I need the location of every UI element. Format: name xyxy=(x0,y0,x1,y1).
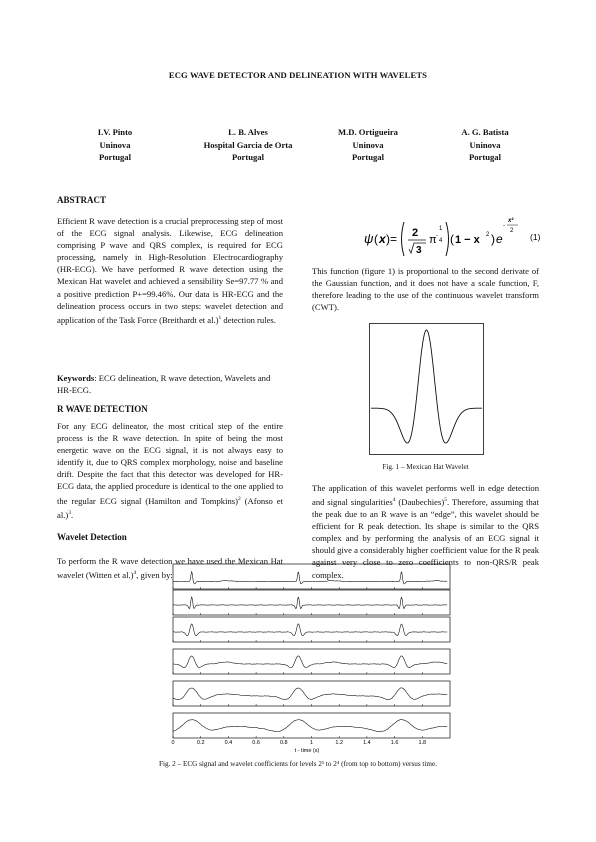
panel-frame xyxy=(173,713,450,738)
x-tick-label: 0 xyxy=(171,740,175,746)
wavelet-detection-heading: Wavelet Detection xyxy=(57,532,127,542)
figure-2-panels xyxy=(173,564,450,738)
eq-factor: 1 − x xyxy=(455,234,480,246)
equation-1 xyxy=(362,212,547,258)
author-affiliation: Uninova xyxy=(99,139,131,150)
author-country: Portugal xyxy=(99,152,131,162)
mexican-hat-curve xyxy=(371,330,482,443)
author-name: I.V. Pinto xyxy=(97,127,133,137)
abstract-text: Efficient R wave detection is a crucial preprocessing step of most of the ECG signal analysis. Likewise, ECG delineation comprising P wave and QRS complex, is required for ECG processing, namely in High-Resolution Electrocardiography (HR-ECG). We have performed R wave detection using the Mexican Hat wavelet and achieved a sensibility Se=97.77 % and a positive prediction P+=99.46%. Our data is HR-ECG and the delineation process occurs in two steps: wavelet detection and application of the Task Force (Breithardt et al.)$^1$ detection rules. xyxy=(57,216,283,325)
author-affiliation: Uninova xyxy=(469,139,501,150)
eq-paren: )= xyxy=(386,232,398,246)
ref-superscript: 1 xyxy=(218,314,222,321)
wavelet-coefficient-trace xyxy=(173,597,447,609)
eq-paren: ( xyxy=(374,232,378,246)
wavelet-coefficient-trace xyxy=(173,656,447,668)
author-affiliation: Uninova xyxy=(352,139,384,150)
figure-1-caption: Fig. 1 – Mexican Hat Wavelet xyxy=(382,463,469,471)
author-country: Portugal xyxy=(352,152,384,162)
eq-numerator: 2 xyxy=(412,227,419,239)
r-wave-heading: R WAVE DETECTION xyxy=(57,404,148,414)
right-paragraph-2: The application of this wavelet performs well in edge detection and signal singularities$^4$ (Daubechies)$^5$. Therefore, assuming that the peak due to an R wave is an “edge”, this wavelet should be efficient for R peak detection. Its shape is similar to the QRS complex and by performing the analysis of an ECG signal it should give a considerably higher coefficient value for the R peak against very close to zero coefficients to non-QRS/R peak complex. xyxy=(312,483,539,580)
eq-paren: ) xyxy=(491,232,495,246)
x-axis-label: t - time (s) xyxy=(294,748,320,754)
author-1 xyxy=(50,126,180,164)
ref-superscript: 4 xyxy=(392,497,396,504)
author-country: Portugal xyxy=(232,152,264,162)
panel-frame xyxy=(173,681,450,706)
x-tick-label: 1 xyxy=(309,740,314,746)
right-paragraph-1: This function (figure 1) is proportional to the second derivate of the Gaussian function, and it does not have a scale function, F, therefore leading to the use of the continuous wavelet transform (CWT). xyxy=(312,266,539,313)
eq-e-exp-num: x² xyxy=(508,218,514,224)
x-tick-label: 1.6 xyxy=(390,740,399,746)
eq-factor-exp: 2 xyxy=(486,232,490,238)
panel-frame xyxy=(173,649,450,674)
eq-paren: ( xyxy=(450,232,454,246)
wavelet-coefficient-trace xyxy=(173,720,447,732)
figure-2-x-ticks xyxy=(171,740,426,746)
ecg-signal-trace xyxy=(173,572,447,584)
panel-frame xyxy=(173,617,450,642)
x-tick-label: 0.2 xyxy=(196,740,205,746)
author-country: Portugal xyxy=(469,152,501,162)
r-wave-text: For any ECG delineator, the most critical step of the entire process is the R wave detection. In spite of being the most energetic wave on the ECG signal, it is not always easy to identify it, due to QRS complex morphology, noise and baseline drift. Despite the fact that this detector was developed for HR-ECG data, the applied procedure is identical to the one applied to the regular ECG signal (Hamilton and Tompkins)$^2$ (Afonso et al.)$^3$. xyxy=(57,421,283,520)
eq-x: x xyxy=(379,232,386,246)
eq-big-paren-right xyxy=(446,222,449,256)
ref-superscript: 2 xyxy=(237,495,241,502)
wavelet-coefficient-trace xyxy=(173,624,447,636)
panel-frame xyxy=(173,564,450,589)
author-name: L. B. Alves xyxy=(228,127,268,137)
x-tick-label: 0.8 xyxy=(279,740,288,746)
eq-big-paren-left xyxy=(402,222,405,256)
author-2 xyxy=(183,126,313,164)
figure-2-ecg-wavelets xyxy=(160,561,455,754)
eq-e-exp-den: 2 xyxy=(510,228,514,234)
eq-e-exp-minus: - xyxy=(503,223,505,229)
eq-e: e xyxy=(496,232,503,246)
paper-title: ECG WAVE DETECTOR AND DELINEATION WITH WAVELETS xyxy=(168,70,428,80)
equation-number: (1) xyxy=(530,232,541,242)
x-tick-label: 0.6 xyxy=(252,740,260,746)
x-tick-label: 0.4 xyxy=(224,740,233,746)
x-tick-label: 1.8 xyxy=(418,740,427,746)
author-4 xyxy=(420,126,550,164)
panel-frame xyxy=(173,590,450,615)
x-tick-label: 1.4 xyxy=(363,740,371,746)
figure-2-caption: Fig. 2 – ECG signal and wavelet coefficients for levels 2¹ to 2⁴ (from top to bottom) versus time. xyxy=(159,760,437,768)
figure-1-frame xyxy=(370,324,484,455)
x-tick-label: 1.2 xyxy=(335,740,344,746)
author-affiliation: Hospital Garcia de Orta xyxy=(203,139,293,150)
wavelet-coefficient-trace xyxy=(173,688,447,700)
keywords-label: Keywords xyxy=(57,373,95,383)
ref-superscript: 3 xyxy=(68,509,71,516)
eq-denominator: 3 xyxy=(416,245,422,256)
figure-1-mexican-hat xyxy=(369,323,484,455)
eq-pi-exp-den: 4 xyxy=(439,238,443,244)
author-name: M.D. Ortigueira xyxy=(338,127,398,137)
ref-superscript: 5 xyxy=(444,497,447,504)
eq-pi: π xyxy=(429,234,437,246)
wavelet-detection-text: To perform the R wave detection we have used the Mexican Hat wavelet (Witten et al.)$^4$, given by: xyxy=(57,556,283,580)
eq-pi-exp-num: 1 xyxy=(439,226,443,232)
eq-psi: ψ xyxy=(364,231,374,246)
author-3 xyxy=(303,126,433,164)
author-name: A. G. Batista xyxy=(461,127,509,137)
abstract-heading: ABSTRACT xyxy=(57,195,107,205)
keywords: Keywords: ECG delineation, R wave detection, Wavelets and HR-ECG. xyxy=(57,373,271,396)
eq-pi-exp-minus: - xyxy=(436,233,438,239)
ref-superscript: 4 xyxy=(133,570,137,577)
